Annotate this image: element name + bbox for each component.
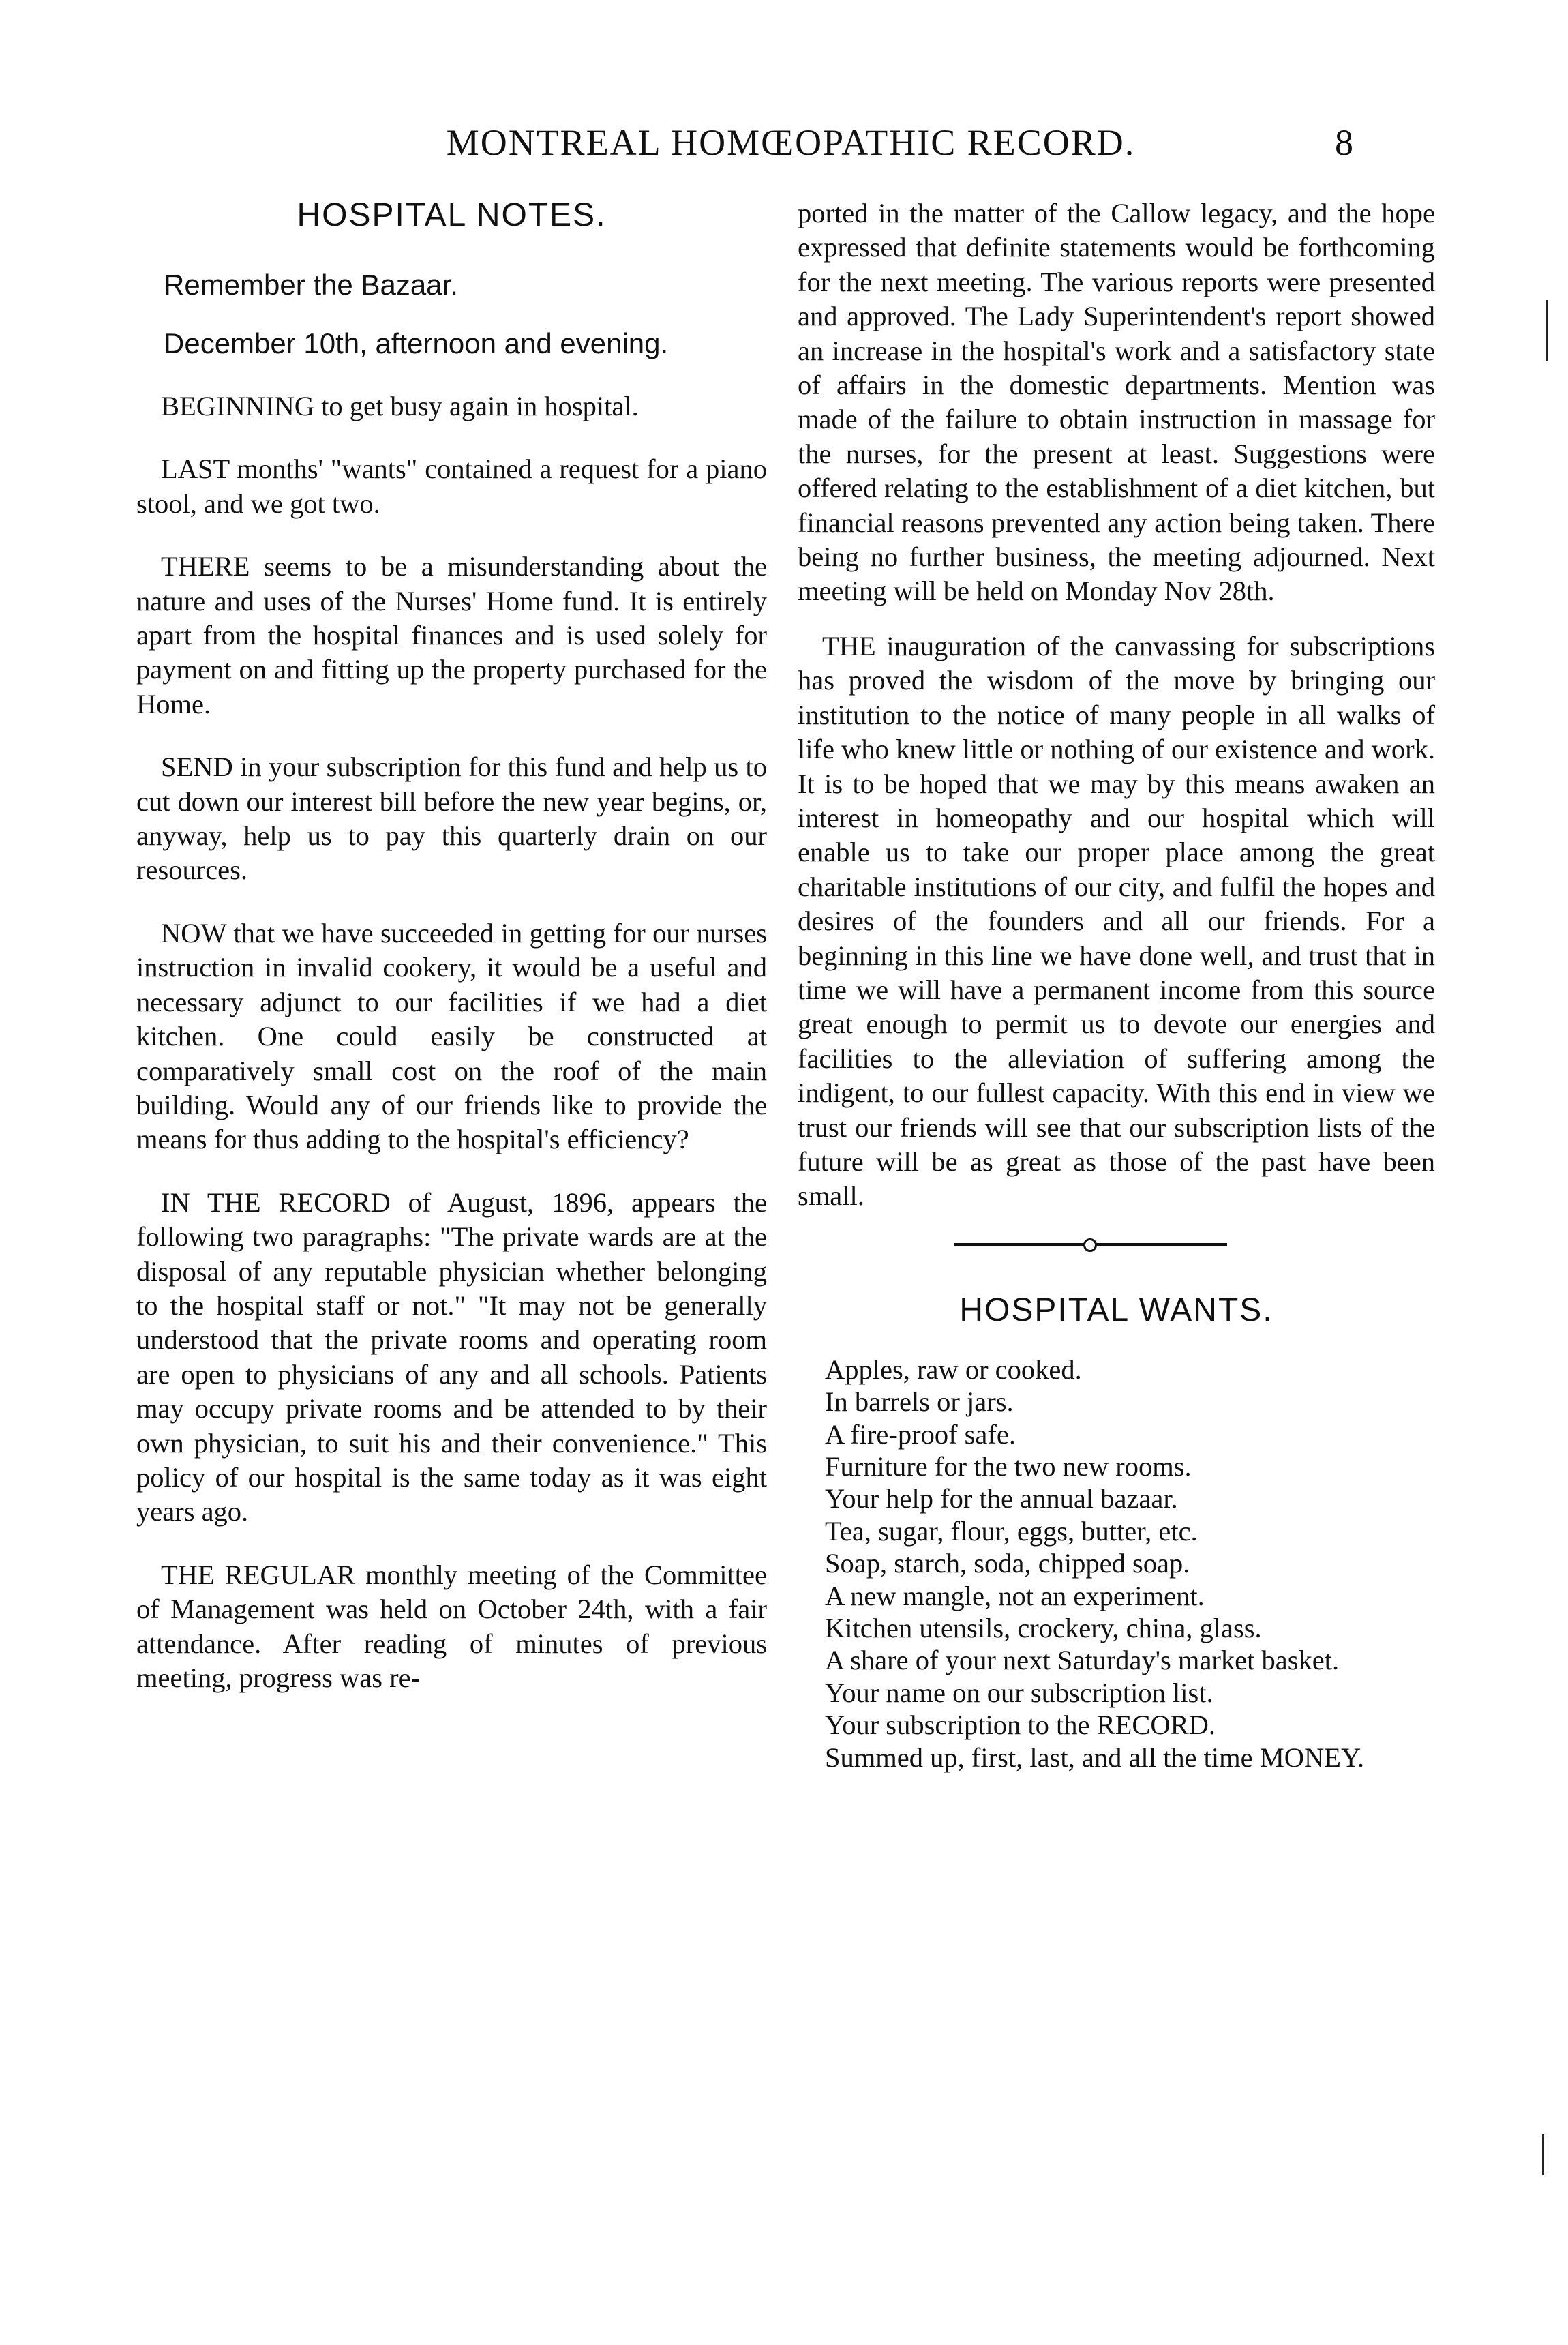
wants-item: In barrels or jars.	[825, 1386, 1014, 1418]
note-paragraph: THE REGULAR monthly meeting of the Committee of Management was held on October 24th, with a fair attendance. After reading of minutes of previous meeting, progress was re-	[136, 1559, 767, 1693]
note-paragraph-continued: ported in the matter of the Callow legacy, and the hope expressed that definite statements would be forthcoming for the next meeting. The various reports were presented and approved. The Lady Superintendent's report showed an increase in the hospital's work and a satisfactory state of affairs in the domestic departments. Mention was made of the failure to obtain instruction in massage for the nurses, for the present at least. Suggestions were offered relating to the establishment of a diet kitchen, but financial reasons prevented any action being taken. There being no further business, the meeting adjourned. Next meeting will be held on Monday Nov 28th.	[798, 198, 1435, 607]
note-paragraph: THERE seems to be a misunderstanding about the nature and uses of the Nurses' Home fund. It is entirely apart from the hospital finances and is used solely for payment on and fitting up the property purchased for the Home.	[136, 551, 767, 719]
note-paragraph: SEND in your subscription for this fund and help us to cut down our interest bill before the new year begins, or, anyway, help us to pay this quarterly drain on our resources.	[136, 751, 767, 886]
note-paragraph: NOW that we have succeeded in getting for our nurses instruction in invalid cookery, it would be a useful and necessary adjunct to our facilities if we had a diet kitchen. One could easily be constructed at comparatively small cost on the roof of the main building. Would any of our friends like to provide the means for thus adding to the hospital's efficiency?	[136, 917, 767, 1155]
wants-item: A fire-proof safe.	[825, 1418, 1016, 1450]
page-number: 8	[1335, 122, 1353, 163]
note-paragraph: THE inauguration of the canvassing for subscriptions has proved the wisdom of the move by bringing our institution to the notice of many people in all walks of life who knew little or nothing of our existence and work. It is to be hoped that we may by this means awaken an interest in homeopathy and our hospital which will enable us to take our proper place among the great charitable institutions of our city, and fulfil the hopes and desires of the founders and all our friends. For a beginning in this line we have done well, and trust that in time we will have a permanent income from this source great enough to permit us to devote our energies and facilities to the alleviation of suffering among the indigent, to our fullest capacity. With this end in view we trust our friends will see that our subscription lists of the future will be as great as those of the past have been small.	[798, 630, 1435, 1212]
wants-item: Summed up, first, last, and all the time MONEY.	[825, 1742, 1365, 1773]
wants-item: Apples, raw or cooked.	[825, 1354, 1082, 1385]
left-column	[136, 196, 767, 1724]
wants-item: Tea, sugar, flour, eggs, butter, etc.	[825, 1515, 1198, 1547]
right-column	[798, 196, 1435, 1774]
wants-item: Your subscription to the RECORD.	[825, 1709, 1216, 1741]
scan-edge-mark	[1542, 2134, 1544, 2175]
note-paragraph: LAST months' "wants" contained a request for a piano stool, and we got two.	[136, 453, 767, 519]
divider-ornament	[1083, 1238, 1097, 1252]
bazaar-date-line: December 10th, afternoon and evening.	[164, 327, 669, 359]
scan-edge-mark	[1546, 300, 1548, 361]
hospital-notes-heading: HOSPITAL NOTES.	[297, 197, 607, 233]
wants-item: A share of your next Saturday's market basket.	[825, 1645, 1340, 1676]
hospital-wants-heading: HOSPITAL WANTS.	[959, 1291, 1273, 1328]
wants-list	[825, 1354, 1435, 1774]
wants-item: Furniture for the two new rooms.	[825, 1451, 1192, 1482]
note-paragraph: IN THE RECORD of August, 1896, appears the following two paragraphs: "The private wards are at the disposal of any reputable physician whether belonging to the hospital staff or not." "It may not be generally understood that the private rooms and operating room are open to physicians of any and all schools. Patients may occupy private rooms and be attended to by their own physician, to suit his and their convenience." This policy of our hospital is the same today as it was eight years ago.	[136, 1186, 767, 1527]
wants-item: Kitchen utensils, crockery, china, glass.	[825, 1613, 1262, 1644]
wants-item: Soap, starch, soda, chipped soap.	[825, 1548, 1190, 1579]
wants-item: Your name on our subscription list.	[825, 1677, 1213, 1708]
wants-item: A new mangle, not an experiment.	[825, 1580, 1205, 1611]
note-paragraph: BEGINNING to get busy again in hospital.	[161, 391, 639, 421]
bazaar-reminder: Remember the Bazaar.	[164, 269, 458, 301]
wants-item: Your help for the annual bazaar.	[825, 1483, 1178, 1514]
section-divider	[798, 1237, 1435, 1251]
running-title: MONTREAL HOMŒOPATHIC RECORD.	[446, 122, 1136, 163]
